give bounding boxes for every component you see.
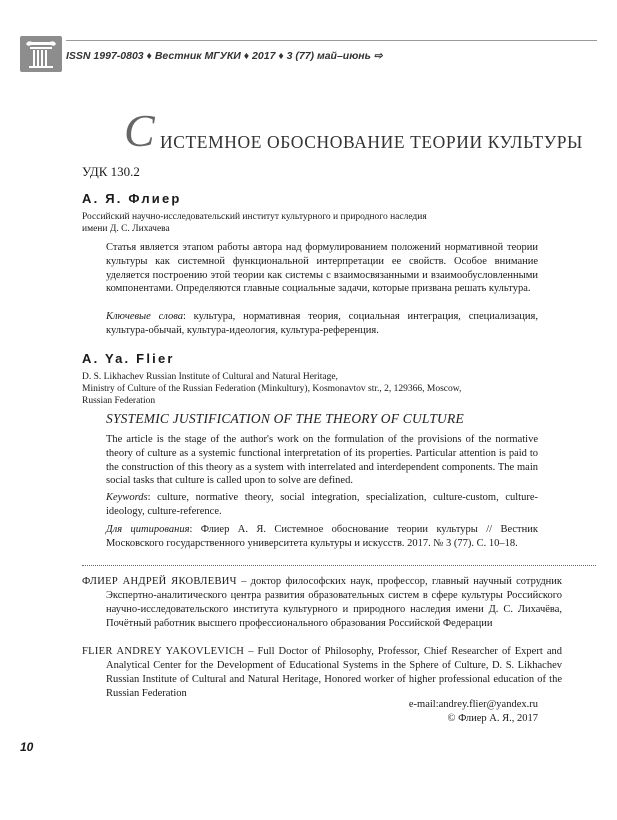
title-en: SYSTEMIC JUSTIFICATION OF THE THEORY OF CULTURE [106,411,464,426]
udk-code: УДК 130.2 [82,164,140,179]
author-email: e-mail:andrey.flier@yandex.ru [408,699,538,710]
keywords-ru-text: : культура, нормативная теория, социальная интеграция, специализация, культура-обычай, культура-идеология, культура-референция. [106,311,538,336]
title-text: ИСТЕМНОЕ ОБОСНОВАНИЕ ТЕОРИИ КУЛЬТУРЫ [160,132,583,152]
author-name-ru: А. Я. Флиер [82,191,182,206]
bio-en [82,645,562,701]
bio-ru-text: – доктор философских наук, профессор, главный научный сотрудник Экспертно-аналитического центра развития образовательных систем в сфере культуры Российского научно-исследовательского института культурного и природного наследия имени Д. С. Лихачёва, Почётный работник высшего профессионального образования Российской Федерации [106,576,563,629]
bio-en-text: – Full Doctor of Philosophy, Professor, Chief Researcher of Expert and Analytical Center for the Development of Educational Systems in the Sphere of Culture, D. S. Likhachev Russian Institute of Cultural and Natural Heritage, Honored worker of higher professional education of the Russian Federation [106,646,562,699]
page-number: 10 [20,740,34,754]
author-name-en: A. Ya. Flier [82,351,175,366]
abstract-en [106,433,538,488]
affiliation-en-line: Russian Federation [82,396,156,406]
header-rule [66,40,597,41]
keywords-ru-label: Ключевые слова [106,311,183,322]
bio-en-name: FLIER ANDREY YAKOVLEVICH [82,646,245,657]
title-drop-cap: С [124,105,155,156]
affiliation-en-line: Ministry of Culture of the Russian Federation (Minkultury), Kosmonavtov str., 2, 129366, Moscow, [82,384,462,394]
dotted-divider [82,565,596,566]
abstract-ru-text: Статья является этапом работы автора над формулированием положений нормативной теории культуры как системной функциональной интерпретации ее свойств. Особое внимание уделяется построению этой теории как системы с взаимосвязанными и взаимообусловленными компонентами. Определяются главные социальные задачи, которые призвана решать культура. [106,242,538,295]
citation-label: Для цитирования [106,524,190,535]
affiliation-en-line: D. S. Likhachev Russian Institute of Cultural and Natural Heritage, [82,372,338,382]
journal-header [20,36,597,76]
citation [106,523,538,551]
citation-text: : Флиер А. Я. Системное обоснование теории культуры // Вестник Московского государственного университета культуры и искусств. 2017. № 3 (77). С. 10–18. [106,524,538,549]
keywords-en [106,491,538,519]
keywords-en-label: Keywords [106,492,148,503]
copyright: © Флиер А. Я., 2017 [447,713,538,724]
bio-ru-name: ФЛИЕР АНДРЕЙ ЯКОВЛЕВИЧ [82,576,237,587]
bio-ru [82,575,562,631]
keywords-ru [106,310,538,338]
affiliation-ru-line: имени Д. С. Лихачева [82,224,170,234]
keywords-en-text: : culture, normative theory, social integration, specialization, culture-custom, culture-ideology, culture-reference. [106,492,538,517]
affiliation-ru-line: Российский научно-исследовательский институт культурного и природного наследия [82,212,427,222]
journal-info: ISSN 1997-0803 ♦ Вестник МГУКИ ♦ 2017 ♦ 3 (77) май–июнь ⇨ [66,50,383,62]
abstract-en-text: The article is the stage of the author's work on the formulation of the provisions of the normative theory of culture as a systemic functional interpretation of its properties. Particular attention is paid to the construction of this theory as a system with interrelated and interdependent components. The main social tasks that culture is called upon to solve are defined. [106,434,538,487]
column-capital-icon [20,36,62,72]
abstract-ru [106,241,538,296]
